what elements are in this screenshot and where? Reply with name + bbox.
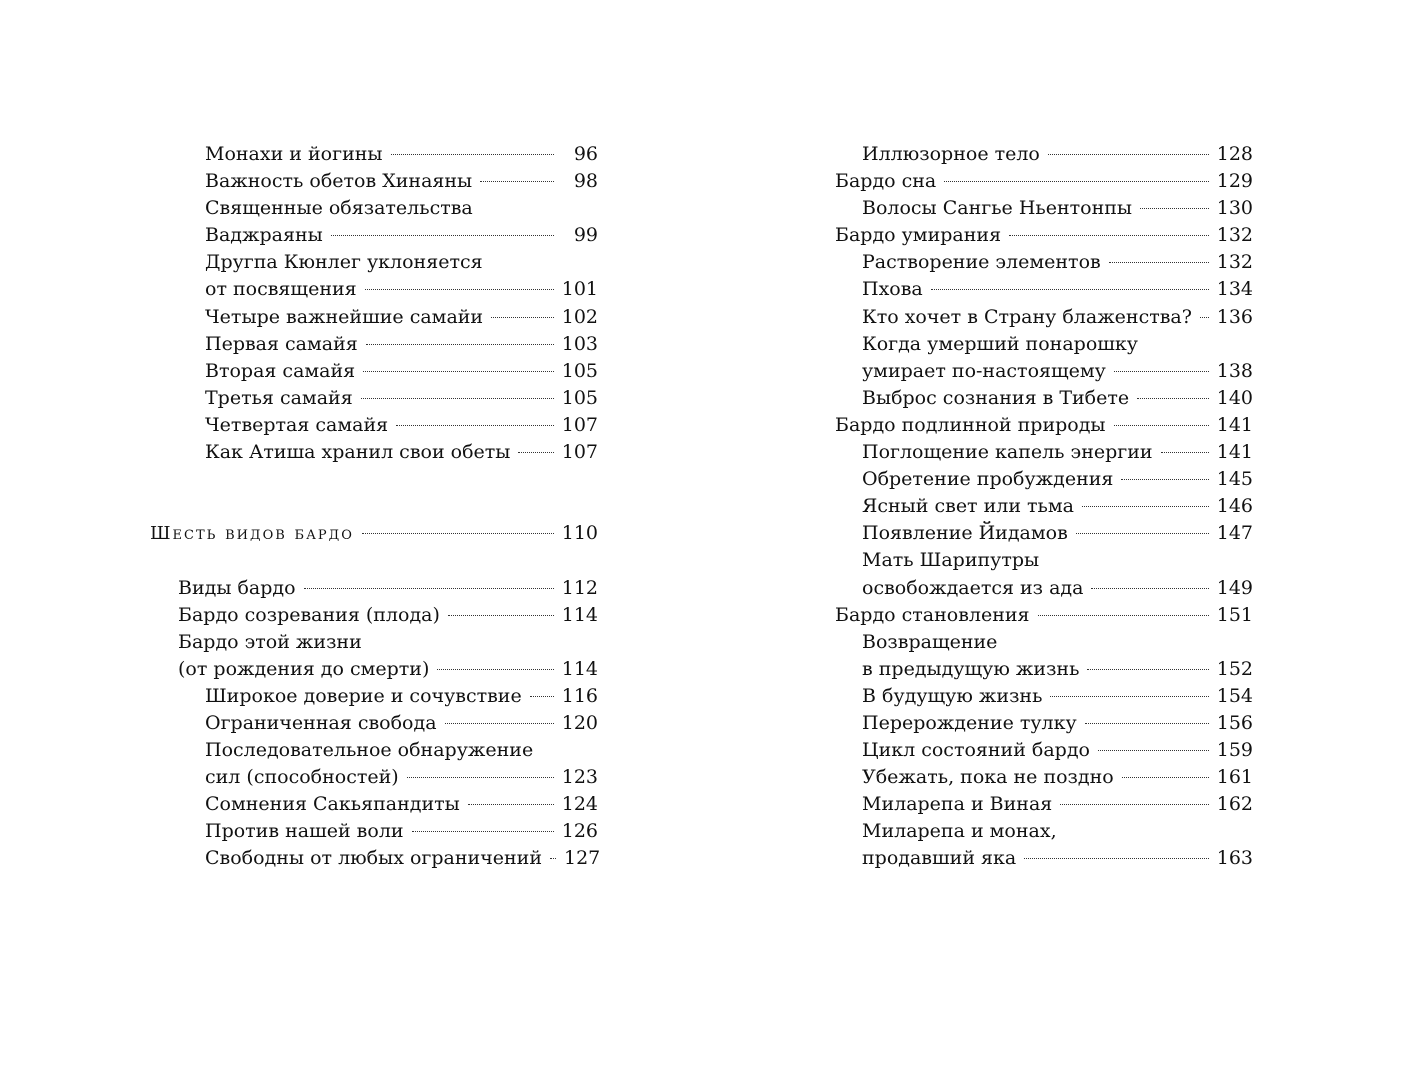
toc-entry-line <box>835 331 1253 358</box>
dot-leader <box>1091 588 1208 589</box>
page-number: 114 <box>561 603 598 626</box>
dot-leader <box>1098 750 1209 751</box>
toc-entry-title: Как Атиша хранил свои обеты <box>205 441 511 464</box>
toc-entry-title: Бардо сна <box>835 170 937 193</box>
page-number: 147 <box>1216 522 1253 545</box>
dot-leader <box>1048 154 1209 155</box>
page-number: 107 <box>561 413 598 436</box>
toc-entry-title-continued: умирает по-настоящему <box>862 359 1106 382</box>
toc-entry-title-continued: сил (способностей) <box>205 766 399 789</box>
toc-entry-line <box>150 629 598 656</box>
toc-entry[interactable] <box>150 845 601 872</box>
dot-leader <box>1109 262 1209 263</box>
page-number: 99 <box>573 224 598 247</box>
page-number: 103 <box>561 332 598 355</box>
dot-leader <box>530 696 554 697</box>
toc-entry-title: Когда умерший понарошку <box>862 332 1138 355</box>
page-number: 140 <box>1216 386 1253 409</box>
toc-entry[interactable] <box>835 845 1253 872</box>
toc-entry-line <box>835 547 1253 574</box>
dot-leader <box>468 804 554 805</box>
toc-entry-title: Третья самайя <box>205 386 353 409</box>
toc-entry-title: Волосы Сангье Ньентонпы <box>862 197 1133 220</box>
toc-entry[interactable] <box>150 575 598 602</box>
toc-entry-title: Четыре важнейшие самайи <box>205 305 484 328</box>
toc-entry[interactable] <box>835 493 1253 520</box>
toc-entry-title: В будущую жизнь <box>862 684 1043 707</box>
toc-entry-line <box>835 629 1253 656</box>
dot-leader <box>363 371 554 372</box>
page-number: 116 <box>561 684 598 707</box>
dot-leader <box>1009 235 1209 236</box>
page-number: 128 <box>1216 143 1253 165</box>
toc-entry[interactable] <box>150 656 598 683</box>
page-number: 149 <box>1216 576 1253 599</box>
dot-leader <box>480 181 554 182</box>
toc-entry[interactable] <box>835 412 1253 439</box>
toc-entry[interactable] <box>150 385 598 412</box>
toc-entry-title-continued: (от рождения до смерти) <box>178 657 430 680</box>
toc-entry-title: Четвертая самайя <box>205 413 389 436</box>
dot-leader <box>550 858 556 859</box>
page-number: 134 <box>1216 278 1253 301</box>
toc-entry-title: Бардо подлинной природы <box>835 413 1106 436</box>
dot-leader <box>1024 858 1209 859</box>
dot-leader <box>412 831 554 832</box>
toc-entry-title: Иллюзорное тело <box>862 143 1040 165</box>
page-number: 127 <box>564 847 601 870</box>
page-number: 156 <box>1216 711 1253 734</box>
dot-leader <box>491 317 554 318</box>
dot-leader <box>304 588 554 589</box>
toc-entry[interactable] <box>835 764 1253 791</box>
page-number: 96 <box>573 143 598 165</box>
toc-entry[interactable] <box>835 520 1253 547</box>
dot-leader <box>1114 371 1209 372</box>
toc-entry-title: Появление Йидамов <box>862 522 1068 545</box>
toc-entry-title: Обретение пробуждения <box>862 468 1114 491</box>
dot-leader <box>366 344 554 345</box>
dot-leader <box>1038 615 1209 616</box>
toc-entry-title: Ясный свет или тьма <box>862 495 1075 518</box>
toc-entry[interactable] <box>150 710 598 737</box>
toc-entry-title: Другпа Кюнлег уклоняется <box>205 251 483 274</box>
toc-right-column <box>835 141 1253 873</box>
toc-entry[interactable] <box>150 141 598 168</box>
page-number: 132 <box>1216 251 1253 274</box>
dot-leader <box>391 154 554 155</box>
toc-entry-title: Бардо этой жизни <box>178 630 362 653</box>
dot-leader <box>361 398 554 399</box>
page-number: 152 <box>1216 657 1253 680</box>
dot-leader <box>1087 669 1208 670</box>
toc-entry-title: Свободны от любых ограничений <box>205 847 542 870</box>
toc-entry-title: Выброс сознания в Тибете <box>862 386 1130 409</box>
toc-entry[interactable] <box>150 222 598 249</box>
dot-leader <box>407 777 554 778</box>
toc-entry-title-continued: в предыдущую жизнь <box>862 657 1080 680</box>
dot-leader <box>437 669 553 670</box>
page-number: 124 <box>561 793 598 816</box>
toc-entry-title: Перерождение тулку <box>862 711 1077 734</box>
toc-entry-title: Миларепа и Виная <box>862 793 1053 816</box>
toc-entry-title-continued: Ваджраяны <box>205 224 323 247</box>
page-number: 151 <box>1216 603 1253 626</box>
page-number: 126 <box>561 820 598 843</box>
page-number: 120 <box>561 711 598 734</box>
dot-leader <box>931 289 1209 290</box>
page-number: 162 <box>1216 793 1253 816</box>
page-number: 129 <box>1216 170 1253 193</box>
spacer <box>150 493 598 520</box>
toc-entry-title: Мать Шарипутры <box>862 549 1040 572</box>
page-number: 130 <box>1216 197 1253 220</box>
toc-entry-line <box>150 249 598 276</box>
page-number: 112 <box>561 576 598 599</box>
toc-entry[interactable] <box>835 141 1253 168</box>
page-number: 132 <box>1216 224 1253 247</box>
toc-entry[interactable] <box>835 656 1253 683</box>
toc-entry-title: Поглощение капель энергии <box>862 441 1153 464</box>
toc-entry[interactable] <box>150 168 598 195</box>
toc-entry[interactable] <box>835 304 1253 331</box>
toc-entry[interactable] <box>835 439 1253 466</box>
dot-leader <box>1140 208 1209 209</box>
toc-entry[interactable] <box>150 683 598 710</box>
dot-leader <box>445 723 554 724</box>
dot-leader <box>1114 425 1209 426</box>
page-number: 146 <box>1216 495 1253 518</box>
toc-entry[interactable] <box>835 683 1253 710</box>
dot-leader <box>1200 317 1209 318</box>
toc-left-column <box>150 141 601 873</box>
toc-entry-line <box>835 818 1253 845</box>
page-number: 163 <box>1216 847 1253 870</box>
dot-leader <box>1121 479 1208 480</box>
page-number: 107 <box>561 441 598 464</box>
page-number: 159 <box>1216 739 1253 762</box>
page-number: 101 <box>561 278 598 301</box>
page-number: 114 <box>561 657 598 680</box>
toc-entry-title: Миларепа и монах, <box>862 820 1057 843</box>
toc-entry[interactable] <box>835 222 1253 249</box>
dot-leader <box>1050 696 1208 697</box>
toc-entry[interactable] <box>835 575 1253 602</box>
dot-leader <box>396 425 554 426</box>
dot-leader <box>944 181 1208 182</box>
toc-entry[interactable] <box>835 466 1253 493</box>
page-number: 105 <box>561 359 598 382</box>
toc-entry-title: Первая самайя <box>205 332 358 355</box>
page-number: 136 <box>1216 305 1253 328</box>
dot-leader <box>1137 398 1209 399</box>
toc-entry-title: Важность обетов Хинаяны <box>205 170 473 193</box>
toc-entry-title: Возвращение <box>862 630 998 653</box>
toc-entry[interactable] <box>835 385 1253 412</box>
section-heading[interactable] <box>150 520 598 547</box>
toc-entry-title: Пхова <box>862 278 923 301</box>
toc-entry-title: Монахи и йогины <box>205 143 383 165</box>
dot-leader <box>365 289 554 290</box>
toc-entry[interactable] <box>150 764 598 791</box>
toc-entry-title: Вторая самайя <box>205 359 356 382</box>
toc-entry[interactable] <box>835 737 1253 764</box>
page-number: 123 <box>561 766 598 789</box>
page-number: 154 <box>1216 684 1253 707</box>
toc-entry-title-continued: от посвящения <box>205 278 357 301</box>
toc-entry[interactable] <box>835 791 1253 818</box>
toc-entry-title: Бардо умирания <box>835 224 1002 247</box>
page-number: 138 <box>1216 359 1253 382</box>
dot-leader <box>362 533 554 534</box>
page-number: 98 <box>573 170 598 193</box>
dot-leader <box>1122 777 1209 778</box>
toc-entry-title-continued: освобождается из ада <box>862 576 1084 599</box>
dot-leader <box>448 615 554 616</box>
toc-entry[interactable] <box>150 358 598 385</box>
toc-entry-title: Кто хочет в Страну блаженства? <box>862 305 1192 328</box>
toc-entry-title: Растворение элементов <box>862 251 1101 274</box>
toc-entry[interactable] <box>150 602 598 629</box>
dot-leader <box>1076 533 1209 534</box>
page-number: 145 <box>1216 468 1253 491</box>
dot-leader <box>518 452 553 453</box>
toc-entry[interactable] <box>835 195 1253 222</box>
toc-entry[interactable] <box>150 439 598 466</box>
page-number: 110 <box>561 522 598 545</box>
page-number: 141 <box>1216 413 1253 436</box>
toc-entry[interactable] <box>150 276 598 303</box>
spacer <box>150 466 598 493</box>
dot-leader <box>331 235 554 236</box>
toc-entry[interactable] <box>835 276 1253 303</box>
toc-entry[interactable] <box>835 168 1253 195</box>
dot-leader <box>1085 723 1209 724</box>
spacer <box>150 547 598 574</box>
toc-entry-title: Бардо созревания (плода) <box>178 603 440 626</box>
toc-entry-title: Виды бардо <box>178 576 296 599</box>
toc-entry[interactable] <box>150 791 598 818</box>
page-number: 161 <box>1216 766 1253 789</box>
toc-entry-line <box>150 737 598 764</box>
toc-entry[interactable] <box>835 710 1253 737</box>
page-number: 141 <box>1216 441 1253 464</box>
toc-entry[interactable] <box>150 412 598 439</box>
page-number: 102 <box>561 305 598 328</box>
toc-entry-title: Против нашей воли <box>205 820 404 843</box>
toc-entry-title: Убежать, пока не поздно <box>862 766 1114 789</box>
toc-entry-title: Цикл состояний бардо <box>862 739 1090 762</box>
dot-leader <box>1161 452 1209 453</box>
toc-entry[interactable] <box>835 358 1253 385</box>
toc-entry[interactable] <box>150 304 598 331</box>
toc-entry-title: Шесть видов бардо <box>150 523 354 545</box>
toc-entry-title: Священные обязательства <box>205 197 473 220</box>
toc-entry-line <box>150 195 598 222</box>
toc-entry-title: Последовательное обнаружение <box>205 739 534 762</box>
toc-entry[interactable] <box>150 331 598 358</box>
toc-entry-title: Бардо становления <box>835 603 1030 626</box>
page-number: 105 <box>561 386 598 409</box>
toc-entry-title-continued: продавший яка <box>862 847 1017 870</box>
dot-leader <box>1060 804 1208 805</box>
toc-entry-title: Сомнения Сакьяпандиты <box>205 793 460 816</box>
toc-entry[interactable] <box>835 249 1253 276</box>
toc-entry[interactable] <box>835 602 1253 629</box>
toc-entry-title: Широкое доверие и сочувствие <box>205 684 522 707</box>
toc-entry[interactable] <box>150 818 598 845</box>
toc-entry-title: Ограниченная свобода <box>205 711 437 734</box>
dot-leader <box>1082 506 1209 507</box>
